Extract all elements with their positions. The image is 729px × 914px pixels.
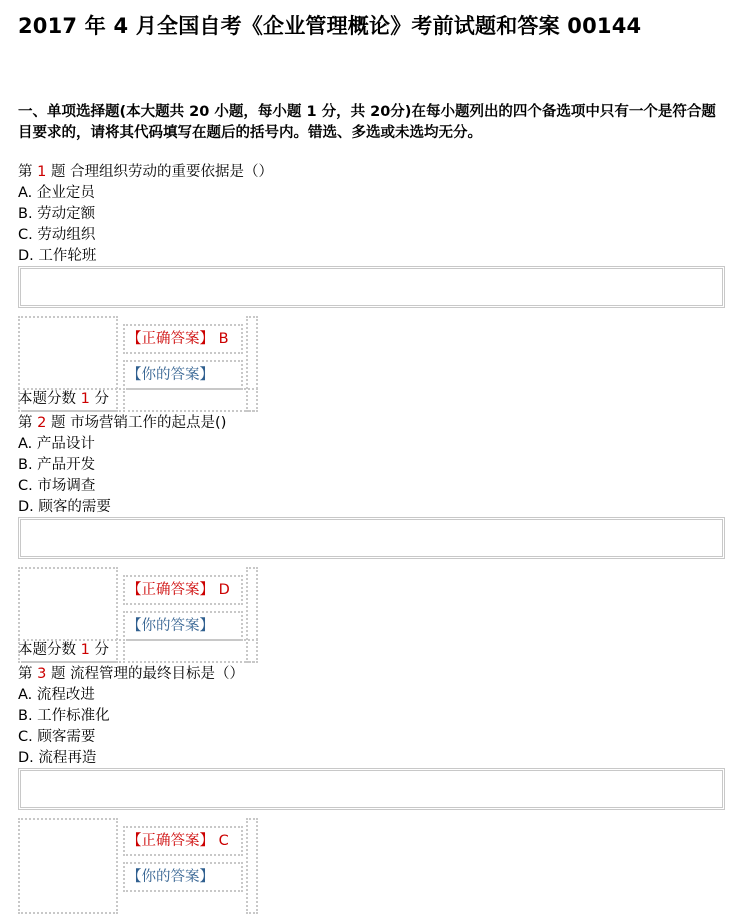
question-score bbox=[18, 640, 109, 661]
your-answer-label: 【你的答案】 bbox=[127, 618, 214, 634]
question-block bbox=[18, 664, 729, 885]
answer-area bbox=[18, 768, 725, 810]
your-answer-cell bbox=[123, 862, 243, 892]
option-b[interactable]: B. 产品开发 bbox=[18, 457, 96, 473]
answer-left-cell bbox=[18, 818, 118, 914]
correct-answer-value: D bbox=[218, 582, 230, 598]
answer-area bbox=[18, 517, 725, 559]
question-number: 3 bbox=[37, 666, 47, 682]
correct-answer-value: B bbox=[218, 331, 229, 347]
option-a[interactable]: A. 流程改进 bbox=[18, 687, 95, 703]
question-number: 2 bbox=[37, 415, 47, 431]
correct-answer-value: C bbox=[218, 833, 229, 849]
question-suffix: 题 bbox=[50, 164, 66, 180]
page-title: 2017 年 4 月全国自考《企业管理概论》考前试题和答案 00144 bbox=[18, 14, 642, 38]
question-suffix: 题 bbox=[50, 666, 66, 682]
answer-area bbox=[18, 266, 725, 308]
question-stem bbox=[18, 413, 729, 434]
question-number: 1 bbox=[37, 164, 47, 180]
score-suffix: 分 bbox=[94, 642, 109, 658]
correct-answer-cell bbox=[123, 575, 243, 605]
question-prefix: 第 bbox=[18, 164, 33, 180]
option-c[interactable]: C. 市场调查 bbox=[18, 478, 96, 494]
correct-answer-cell bbox=[123, 324, 243, 354]
question-stem bbox=[18, 162, 729, 183]
answer-side-column bbox=[246, 818, 258, 914]
correct-answer-label: 【正确答案】 bbox=[127, 833, 214, 849]
section-intro: 一、单项选择题(本大题共 20 小题，每小题 1 分，共 20分)在每小题列出的四个备选项中只有一个是符合题目要求的，请将其代码填写在题后的括号内。错选、多选或未选均无分。 bbox=[18, 104, 716, 141]
option-a[interactable]: A. 企业定员 bbox=[18, 185, 95, 201]
option-d[interactable]: D. 顾客的需要 bbox=[18, 499, 111, 515]
your-answer-label: 【你的答案】 bbox=[127, 367, 214, 383]
option-b[interactable]: B. 劳动定额 bbox=[18, 206, 96, 222]
your-answer-label: 【你的答案】 bbox=[127, 869, 214, 885]
your-answer-cell bbox=[123, 611, 243, 641]
score-prefix: 本题分数 bbox=[18, 642, 76, 658]
score-value: 1 bbox=[80, 391, 90, 407]
score-box-right bbox=[123, 388, 258, 412]
score-box-right bbox=[123, 639, 258, 663]
your-answer-cell bbox=[123, 360, 243, 390]
option-c[interactable]: C. 劳动组织 bbox=[18, 227, 96, 243]
score-value: 1 bbox=[80, 642, 90, 658]
option-c[interactable]: C. 顾客需要 bbox=[18, 729, 96, 745]
question-score bbox=[18, 389, 109, 410]
question-block bbox=[18, 413, 729, 658]
correct-answer-label: 【正确答案】 bbox=[127, 331, 214, 347]
score-suffix: 分 bbox=[94, 391, 109, 407]
question-prefix: 第 bbox=[18, 415, 33, 431]
question-suffix: 题 bbox=[50, 415, 66, 431]
option-a[interactable]: A. 产品设计 bbox=[18, 436, 95, 452]
question-stem bbox=[18, 664, 729, 685]
question-text: 市场营销工作的起点是() bbox=[70, 415, 227, 431]
question-block bbox=[18, 162, 729, 407]
score-prefix: 本题分数 bbox=[18, 391, 76, 407]
correct-answer-label: 【正确答案】 bbox=[127, 582, 214, 598]
option-d[interactable]: D. 流程再造 bbox=[18, 750, 97, 766]
question-text: 流程管理的最终目标是（） bbox=[70, 666, 245, 682]
correct-answer-cell bbox=[123, 826, 243, 856]
option-d[interactable]: D. 工作轮班 bbox=[18, 248, 97, 264]
question-text: 合理组织劳动的重要依据是（） bbox=[70, 164, 274, 180]
question-prefix: 第 bbox=[18, 666, 33, 682]
option-b[interactable]: B. 工作标准化 bbox=[18, 708, 110, 724]
